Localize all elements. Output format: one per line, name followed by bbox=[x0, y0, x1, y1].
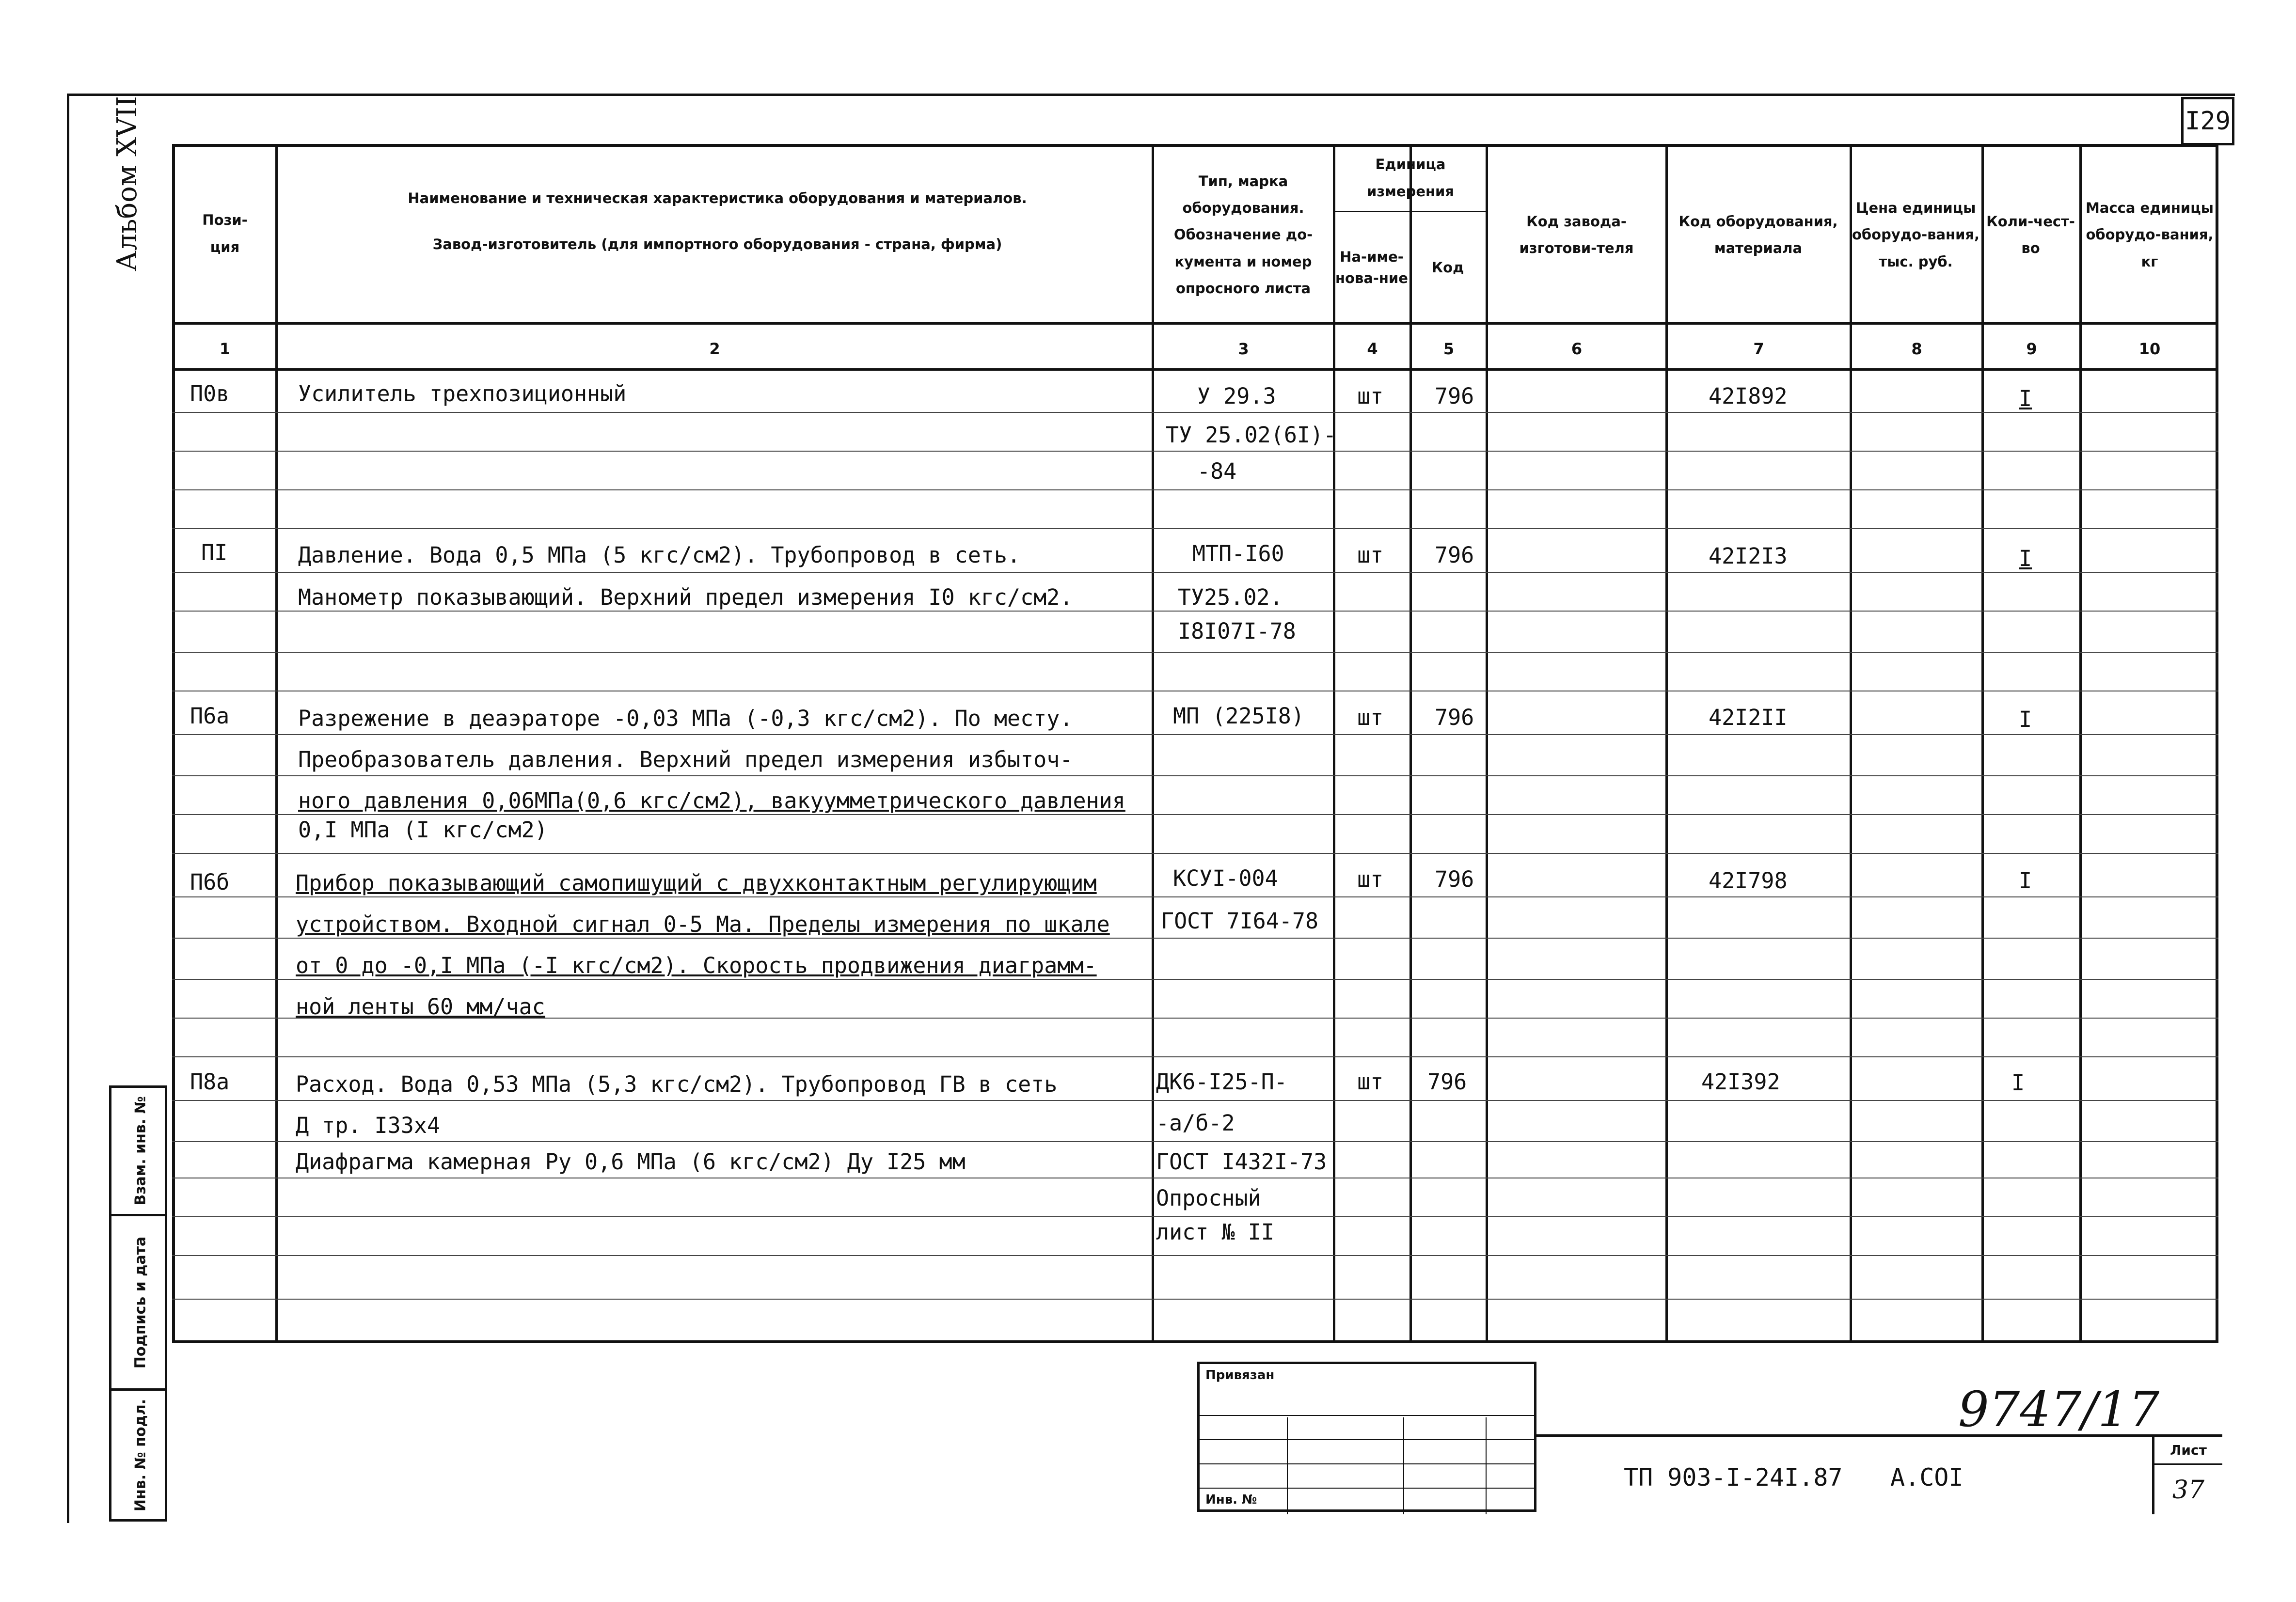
row-position: П6а bbox=[190, 703, 230, 729]
side-label: Инв. № подл. bbox=[132, 1398, 149, 1511]
binding-stamp bbox=[1197, 1362, 1536, 1512]
row-unit: шт bbox=[1357, 705, 1384, 730]
stamp-inv-label: Инв. № bbox=[1205, 1492, 1257, 1507]
col-number: 1 bbox=[219, 340, 231, 358]
row-equipment-code: 42I2II bbox=[1709, 705, 1788, 730]
row-line bbox=[172, 451, 2218, 452]
row-type: МП (225I8) bbox=[1173, 703, 1304, 729]
row-unit: шт bbox=[1357, 542, 1384, 568]
row-type: I8I07I-78 bbox=[1178, 618, 1296, 644]
header-bottom-line bbox=[172, 322, 2218, 325]
row-description: Давление. Вода 0,5 МПа (5 кгс/см2). Трубопровод в сеть. bbox=[298, 542, 1021, 568]
sheet-number: I29 bbox=[2181, 97, 2234, 145]
col-number: 4 bbox=[1367, 340, 1378, 358]
row-type: ТУ25.02. bbox=[1178, 584, 1283, 610]
row-unit-code: 796 bbox=[1435, 866, 1474, 892]
row-description: Манометр показывающий. Верхний предел измерения I0 кгс/см2. bbox=[298, 584, 1073, 610]
side-label: Взам. инв. № bbox=[132, 1096, 149, 1206]
row-unit-code: 796 bbox=[1435, 705, 1474, 730]
row-line bbox=[172, 1018, 2218, 1019]
row-type: лист № II bbox=[1156, 1219, 1274, 1245]
row-description: Диафрагма камерная Ру 0,6 МПа (6 кгс/см2) Ду I25 мм bbox=[296, 1149, 966, 1175]
row-type: КСУI-004 bbox=[1173, 865, 1278, 891]
row-line bbox=[172, 572, 2218, 573]
side-label: Подпись и дата bbox=[132, 1236, 149, 1368]
side-stamp-original bbox=[109, 1388, 167, 1522]
row-unit: шт bbox=[1357, 1069, 1384, 1095]
row-unit: шт bbox=[1357, 383, 1384, 409]
side-stamp-signature bbox=[109, 1214, 167, 1391]
row-position: П0в bbox=[190, 381, 230, 407]
number-row-line bbox=[172, 368, 2218, 371]
album-label: Альбом XVII bbox=[111, 96, 143, 271]
header-unit: Единица измерения bbox=[1367, 156, 1454, 200]
row-line bbox=[172, 1216, 2218, 1217]
row-description: Преобразователь давления. Верхний предел измерения избыточ- bbox=[298, 747, 1073, 772]
stamp-line bbox=[1200, 1488, 1534, 1489]
row-type: ГОСТ I432I-73 bbox=[1156, 1149, 1327, 1175]
row-line bbox=[172, 938, 2218, 939]
row-line bbox=[172, 489, 2218, 490]
row-equipment-code: 42I392 bbox=[1701, 1069, 1780, 1095]
sheet-box bbox=[2152, 1434, 2222, 1514]
row-equipment-code: 42I798 bbox=[1709, 868, 1788, 894]
row-line bbox=[172, 528, 2218, 529]
row-position: ПI bbox=[201, 540, 228, 565]
row-line bbox=[172, 1141, 2218, 1142]
row-line bbox=[172, 1255, 2218, 1256]
header-quantity: Коли-чест-во bbox=[1986, 213, 2075, 256]
header-name: Наименование и техническая характеристика оборудования и материалов. bbox=[408, 190, 1027, 207]
header-mass: Масса единицы оборудо-вания, кг bbox=[2086, 200, 2214, 270]
row-description: Разрежение в деаэраторе -0,03 МПа (-0,3 кгс/см2). По месту. bbox=[298, 706, 1073, 731]
row-type: МТП-I60 bbox=[1192, 541, 1284, 566]
row-line bbox=[172, 1299, 2218, 1300]
col-number: 2 bbox=[709, 340, 720, 358]
stamp-label: Привязан bbox=[1205, 1368, 1275, 1382]
row-unit: шт bbox=[1357, 866, 1384, 892]
sheet-label: Лист bbox=[2154, 1437, 2222, 1465]
row-unit-code: 796 bbox=[1435, 383, 1474, 409]
row-type: -84 bbox=[1197, 458, 1237, 484]
side-stamp-replace bbox=[109, 1085, 167, 1216]
row-type: ТУ 25.02(6I)- bbox=[1166, 422, 1337, 448]
header-plant-code: Код завода-изготови-теля bbox=[1519, 213, 1634, 256]
row-quantity: I bbox=[2011, 1070, 2025, 1096]
row-description: Расход. Вода 0,53 МПа (5,3 кгс/см2). Трубопровод ГВ в сеть bbox=[296, 1071, 1058, 1097]
row-quantity: I bbox=[2019, 546, 2032, 571]
row-equipment-code: 42I892 bbox=[1709, 383, 1788, 409]
row-unit-code: 796 bbox=[1427, 1069, 1467, 1095]
header-unit-name: На-име-нова-ние bbox=[1335, 249, 1408, 286]
row-description: Д тр. I33х4 bbox=[296, 1113, 441, 1138]
row-line bbox=[172, 611, 2218, 612]
sheet-value: 37 bbox=[2172, 1476, 2205, 1505]
row-line bbox=[172, 734, 2218, 735]
row-description: устройством. Входной сигнал 0-5 Ма. Пределы измерения по шкале bbox=[296, 911, 1110, 937]
stamp-col bbox=[1403, 1417, 1404, 1514]
row-line bbox=[172, 979, 2218, 980]
header-price: Цена единицы оборудо-вания, тыс. руб. bbox=[1852, 200, 1980, 270]
row-description: от 0 до -0,I МПа (-I кгс/см2). Скорость продвижения диаграмм- bbox=[296, 953, 1097, 978]
album-code: А.СОI bbox=[1890, 1463, 1963, 1492]
col-number: 5 bbox=[1443, 340, 1455, 358]
col-number: 10 bbox=[2138, 340, 2161, 358]
row-type: ГОСТ 7I64-78 bbox=[1161, 908, 1319, 934]
stamp-line bbox=[1200, 1463, 1534, 1464]
header-type: Тип, марка оборудования. Обозначение до-кумента и номер опросного листа bbox=[1173, 173, 1313, 297]
col-number: 9 bbox=[2026, 340, 2037, 358]
row-equipment-code: 42I2I3 bbox=[1709, 543, 1788, 569]
row-quantity: I bbox=[2019, 386, 2032, 411]
row-line bbox=[172, 896, 2218, 897]
row-quantity: I bbox=[2019, 868, 2032, 894]
row-unit-code: 796 bbox=[1435, 542, 1474, 568]
row-position: П8а bbox=[190, 1069, 230, 1095]
col-number: 6 bbox=[1571, 340, 1583, 358]
row-line bbox=[172, 1100, 2218, 1101]
row-type: Опросный bbox=[1156, 1185, 1261, 1211]
header-equipment-code: Код оборудования, материала bbox=[1678, 213, 1838, 256]
header-position: Пози- ция bbox=[202, 212, 248, 255]
row-line bbox=[172, 814, 2218, 815]
col-number: 3 bbox=[1238, 340, 1249, 358]
row-line bbox=[172, 652, 2218, 653]
row-line bbox=[172, 1056, 2218, 1057]
col-number: 7 bbox=[1753, 340, 1764, 358]
col-number: 8 bbox=[1911, 340, 1922, 358]
row-type: ДК6-I25-П- bbox=[1156, 1069, 1287, 1095]
header-unit-code: Код bbox=[1431, 259, 1464, 276]
row-description: Усилитель трехпозиционный bbox=[298, 381, 627, 407]
stamp-line bbox=[1200, 1415, 1534, 1416]
row-type: У 29.3 bbox=[1197, 383, 1276, 409]
stamp-col bbox=[1287, 1417, 1288, 1514]
row-line bbox=[172, 775, 2218, 776]
row-description: 0,I МПа (I кгс/см2) bbox=[298, 817, 548, 843]
row-description: ного давления 0,06МПа(0,6 кгс/см2), вакуумметрического давления bbox=[298, 788, 1125, 814]
handwritten-number: 9747/17 bbox=[1958, 1381, 2160, 1438]
unit-subheader-line bbox=[1333, 211, 1486, 212]
row-line bbox=[172, 412, 2218, 413]
stamp-col bbox=[1486, 1417, 1487, 1514]
row-quantity: I bbox=[2019, 707, 2032, 732]
row-description: ной ленты 60 мм/час bbox=[296, 994, 545, 1020]
row-type: -а/б-2 bbox=[1156, 1110, 1235, 1136]
stamp-line bbox=[1200, 1439, 1534, 1440]
header-manufacturer: Завод-изготовитель (для импортного оборудования - страна, фирма) bbox=[432, 236, 1002, 253]
row-description: Прибор показывающий самопишущий с двухконтактным регулирующим bbox=[296, 870, 1097, 896]
row-position: П6б bbox=[190, 869, 230, 895]
doc-code: ТП 903-I-24I.87 bbox=[1624, 1463, 1843, 1492]
row-line bbox=[172, 853, 2218, 854]
